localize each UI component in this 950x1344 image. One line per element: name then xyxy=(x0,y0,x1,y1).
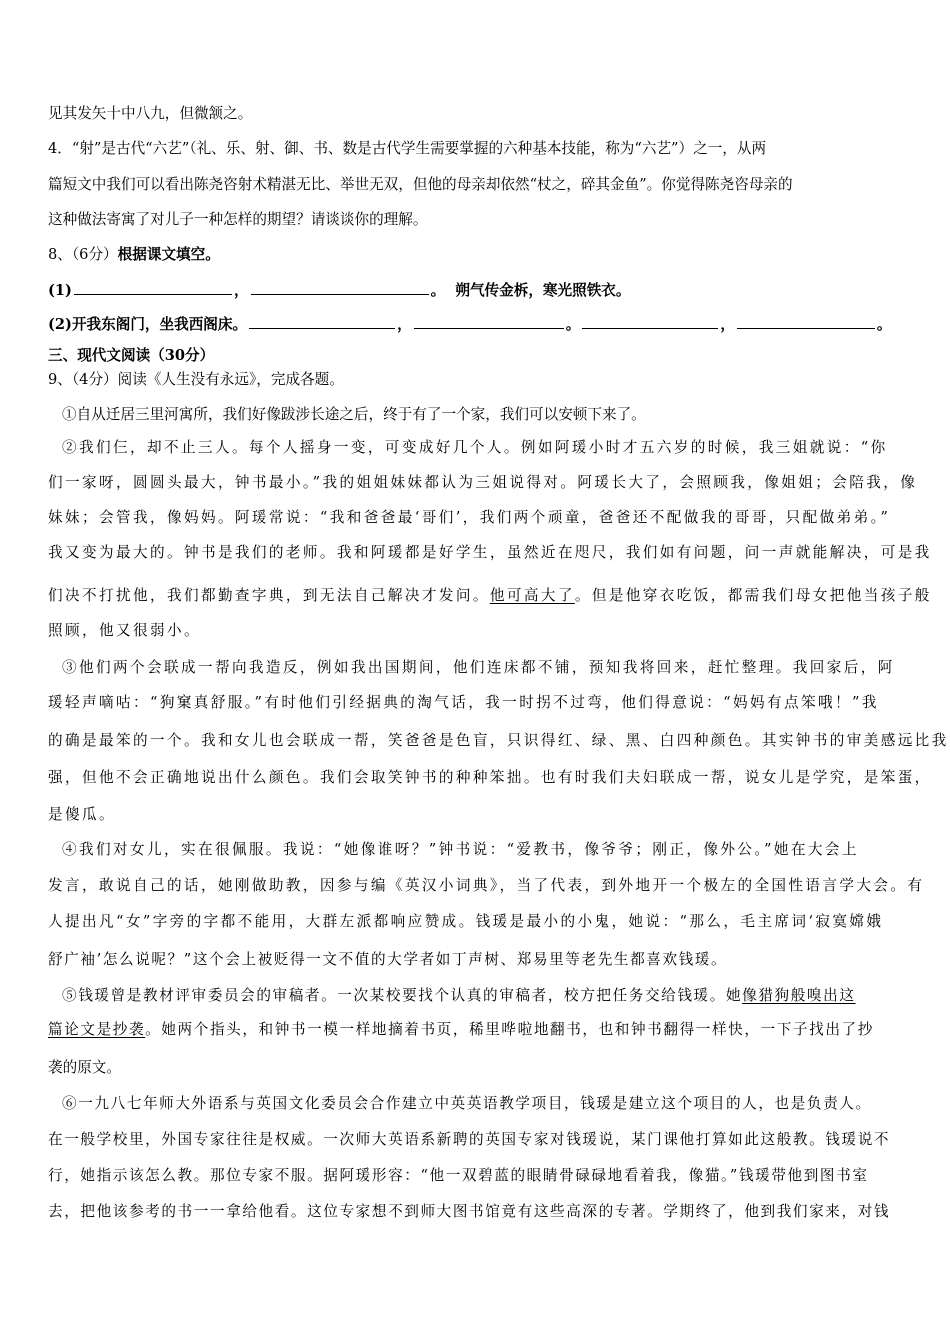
question-4-line: 4．“射”是古代“六艺”（礼、乐、射、御、书、数是古代学生需要掌握的六种基本技能，称为“六艺”）之一，从两 xyxy=(48,140,767,157)
comma: ， xyxy=(397,316,412,333)
passage-text: 。她两个指头，和钟书一模一样地摘着书页，稀里哗啦地翻书，也和钟书翻得一样快，一下子找出了抄 xyxy=(145,1021,874,1038)
question-8-title: 根据课文填空。 xyxy=(117,246,220,263)
passage-line: ③他们两个会联成一帮向我造反，例如我出国期间，他们连床都不铺，预知我将回来，赶忙整理。我回家后，阿 xyxy=(62,659,895,676)
passage-line: ⑥一九八七年师大外语系与英国文化委员会合作建立中英英语教学项目，钱瑗是建立这个项目的人，也是负责人。 xyxy=(62,1095,872,1112)
section-3-heading: 三、现代文阅读（30分） xyxy=(48,347,215,364)
question-8-header xyxy=(48,245,908,265)
passage-line: 人提出凡“女”字旁的字都不能用，大群左派都响应赞成。钱瑗是最小的小鬼，她说：“那么，毛主席词‘寂寞嫦娥 xyxy=(48,913,884,930)
passage-line: ①自从迁居三里河寓所，我们好像跋涉长途之后，终于有了一个家，我们可以安顿下来了。 xyxy=(62,406,646,423)
passage-line: 妹妹；会管我，像妈妈。阿瑗常说：“我和爸爸最‘哥们’，我们两个顽童，爸爸还不配做我的哥哥，只配做弟弟。” xyxy=(48,509,891,526)
passage-line: 们一家呀，圆圆头最大，钟书最小。”我的姐姐妹妹都认为三姐说得对。阿瑗长大了，会照顾我，像姐姐；会陪我，像 xyxy=(48,474,918,491)
passage-text: 。但是他穿衣吃饭，都需我们母女把他当孩子般 xyxy=(574,587,932,604)
period: 。 xyxy=(876,316,892,333)
underlined-phrase: 篇论文是抄袭 xyxy=(48,1021,146,1038)
fill-blank[interactable] xyxy=(414,314,564,329)
passage-line: 是傻瓜。 xyxy=(48,806,116,823)
passage-line xyxy=(48,586,932,606)
comma: ， xyxy=(233,282,249,299)
passage-line: 的确是最笨的一个。我和女儿也会联成一帮，笑爸爸是色盲，只识得红、绿、黑、白四种颜色。其实钟书的审美感远比我 xyxy=(48,732,949,749)
passage-line: 瑗轻声嘀咕：“狗窠真舒服。”有时他们引经据典的淘气话，我一时拐不过弯，他们得意说：“妈妈有点笨哦！”我 xyxy=(48,694,879,711)
passage-line: 照顾，他又很弱小。 xyxy=(48,622,201,639)
question-8-item-1 xyxy=(48,280,908,301)
period: 。 xyxy=(430,282,446,299)
passage-text: 们决不打扰他，我们都勤查字典，到无法自己解决才发问。 xyxy=(48,587,490,604)
passage-line: 去，把他该参考的书一一拿给他看。这位专家想不到师大图书馆竟有这些高深的专著。学期终了，他到我们家来，对钱 xyxy=(48,1203,891,1220)
passage-line: 舒广袖’怎么说呢？”这个会上被贬得一文不值的大学者如丁声树、郑易里等老先生都喜欢钱瑗。 xyxy=(48,951,728,968)
fill-blank[interactable] xyxy=(249,314,395,329)
question-9-line: 9、（4分）阅读《人生没有永远》，完成各题。 xyxy=(48,371,344,388)
question-8-item-2 xyxy=(48,314,908,335)
period: 。 xyxy=(565,316,581,333)
fill-blank[interactable] xyxy=(74,280,232,295)
passage-line: ②我们仨，却不止三人。每个人摇身一变，可变成好几个人。例如阿瑗小时才五六岁的时候，我三姐就说：“你 xyxy=(62,439,888,456)
passage-line xyxy=(48,1020,908,1040)
question-4-line: 这种做法寄寓了对儿子一种怎样的期望？请谈谈你的理解。 xyxy=(48,211,428,228)
underlined-phrase: 他可高大了 xyxy=(489,587,575,604)
underlined-phrase: 像猎狗般嗅出这 xyxy=(742,987,856,1004)
passage-line: 在一般学校里，外国专家往往是权威。一次师大英语系新聘的英国专家对钱瑗说，某门课他打算如此这般教。钱瑗说不 xyxy=(48,1131,891,1148)
fill-blank[interactable] xyxy=(737,314,875,329)
passage-line: ④我们对女儿，实在很佩服。我说：“她像谁呀？”钟书说：“爱教书，像爷爷；刚正，像外公。”她在大会上 xyxy=(62,841,859,858)
passage-line xyxy=(62,986,922,1006)
passage-line: 发言，敢说自己的话，她刚做助教，因参与编《英汉小词典》，当了代表，到外地开一个极左的全国性语言学大会。有 xyxy=(48,877,925,894)
fill-blank[interactable] xyxy=(582,314,718,329)
passage-line: 袭的原文。 xyxy=(48,1059,121,1076)
item-1-tail: 朔气传金柝，寒光照铁衣。 xyxy=(455,282,631,299)
passage-line: 强，但他不会正确地说出什么颜色。我们会取笑钟书的种种笨拙。也有时我们夫妇联成一帮，说女儿是学究，是笨蛋， xyxy=(48,769,932,786)
passage-line: 我又变为最大的。钟书是我们的老师。我和阿瑗都是好学生，虽然近在咫尺，我们如有问题，问一声就能解决，可是我 xyxy=(48,544,932,561)
question-4-line: 篇短文中我们可以看出陈尧咨射术精湛无比、举世无双，但他的母亲却依然“杖之，碎其金鱼”。你觉得陈尧咨母亲的 xyxy=(48,176,793,193)
fill-blank[interactable] xyxy=(251,280,429,295)
passage-text: ⑤钱瑗曾是教材评审委员会的审稿者。一次某校要找个认真的审稿者，校方把任务交给钱瑗。她 xyxy=(62,987,743,1004)
question-8-number: 8、（6分） xyxy=(48,246,118,263)
comma: ， xyxy=(720,316,735,333)
passage-line: 行，她指示该怎么教。那位专家不服。据阿瑗形容：“他一双碧蓝的眼睛骨碌碌地看着我，像猫。”钱瑗带他到图书室 xyxy=(48,1167,869,1184)
text-line: 见其发矢十中八九，但微颔之。 xyxy=(48,105,253,122)
item-1-prefix: (1) xyxy=(48,282,72,299)
item-2-prefix: (2)开我东阁门，坐我西阁床。 xyxy=(48,316,248,333)
